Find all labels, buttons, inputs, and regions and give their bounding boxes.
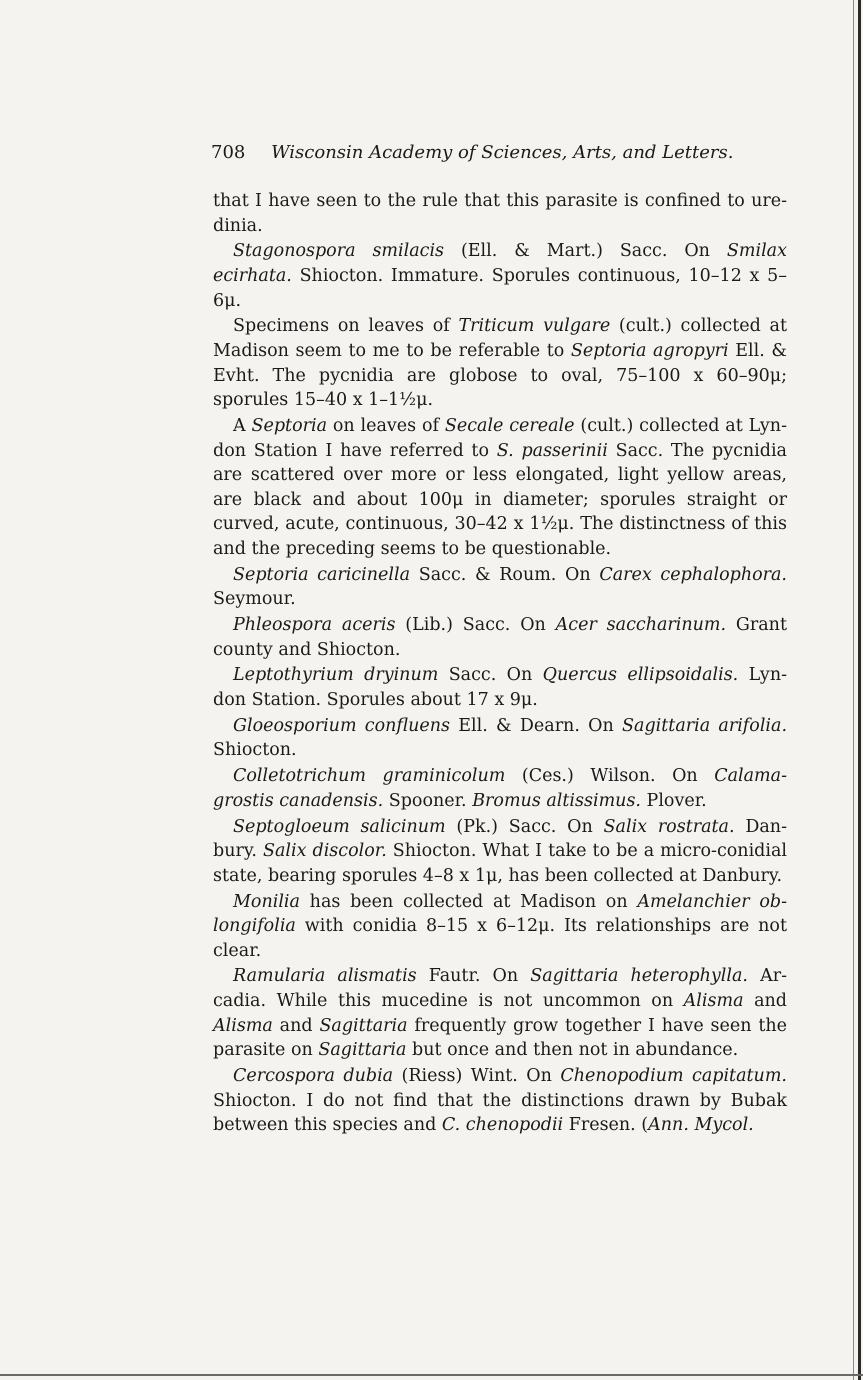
- text-run: Ar-cadia. While this mucedine is not uncommon on: [213, 966, 787, 1012]
- text-run: and: [743, 991, 787, 1012]
- italic-text: Gloeosporium confluens: [233, 715, 450, 736]
- text-run: Shiocton. What I take to be a micro-conidial state, bearing sporules 4–8 x 1μ, has been collected at Danbury.: [213, 841, 788, 886]
- paragraph: [213, 815, 787, 889]
- paragraph: [213, 563, 787, 612]
- italic-text: Chenopodium capitatum.: [560, 1066, 787, 1087]
- paragraph: [213, 314, 787, 412]
- text-run: Fresen. (: [563, 1115, 649, 1136]
- text-run: but once and then not in abundance.: [406, 1040, 739, 1061]
- italic-text: Leptothyrium dryinum: [233, 665, 439, 686]
- italic-text: Septoria caricinella: [233, 564, 411, 585]
- running-header: [211, 140, 751, 166]
- running-title: Wisconsin Academy of Sciences, Arts, and Letters.: [271, 142, 734, 163]
- page-edge: [858, 0, 861, 1380]
- italic-text: S. passerinii: [496, 440, 608, 461]
- page-edge-shadow: [853, 0, 854, 1380]
- text-run: (Pk.) Sacc. On: [445, 816, 604, 837]
- text-run: (cult.) collected at Madison seem to me to be referable to: [213, 316, 788, 361]
- italic-text: Monilia: [233, 891, 300, 912]
- text-run: Dan-bury.: [213, 816, 787, 862]
- italic-text: Septogloeum salicinum: [233, 816, 446, 837]
- italic-text: Alisma: [683, 991, 744, 1012]
- italic-text: Bromus altissimus.: [472, 790, 641, 811]
- paragraph: [213, 764, 787, 813]
- text-run: Shiocton. Immature. Sporules continuous, 10–12 x 5–6μ.: [213, 265, 787, 311]
- text-run: with conidia 8–15 x 6–12μ. Its relationships are not clear.: [213, 916, 787, 961]
- italic-text: C. chenopodii: [441, 1115, 564, 1136]
- italic-text: Acer saccharinum.: [555, 615, 727, 636]
- italic-text: Smilax ecirhata.: [213, 241, 787, 286]
- text-run: Seymour.: [213, 589, 296, 610]
- paragraph: [213, 890, 787, 964]
- text-run: Sacc. The pycnidia are scattered over more or less elongated, light yellow areas, are black and about 100μ in diameter; sporules straight or curved, acute, continuous, 30–42 x 1½μ. The distinctness of this and the preceding seems to be questionable.: [213, 440, 787, 559]
- italic-text: Stagonospora smilacis: [233, 241, 445, 262]
- italic-text: Carex cephalophora.: [599, 564, 787, 585]
- page-bottom-edge: [0, 1374, 863, 1376]
- text-run: has been collected at Madison on: [299, 891, 638, 912]
- paragraph: [213, 613, 787, 662]
- text-run: Grant county and Shiocton.: [213, 615, 787, 660]
- paragraph: [213, 189, 787, 238]
- italic-text: Salix rostrata.: [603, 816, 735, 837]
- body-text: [213, 189, 787, 1139]
- text-run: and: [272, 1015, 320, 1036]
- italic-text: Quercus ellipsoidalis.: [542, 665, 739, 686]
- text-run: Ell. & Evht. The pycnidia are globose to oval, 75–100 x 60–90μ; sporules 15–40 x 1–1½μ.: [213, 340, 788, 411]
- italic-text: Ann. Mycol.: [648, 1115, 754, 1136]
- italic-text: Septoria: [251, 415, 328, 436]
- text-run: frequently grow together I have seen the parasite on: [213, 1015, 787, 1061]
- text-run: Plover.: [640, 790, 707, 811]
- italic-text: Ramularia alismatis: [233, 966, 417, 987]
- italic-text: Calama-grostis canadensis.: [213, 766, 787, 811]
- text-run: Specimens on leaves of: [233, 316, 459, 337]
- text-run: Sacc. & Roum. On: [410, 564, 600, 585]
- paragraph: [213, 414, 787, 562]
- italic-text: Secale cereale: [444, 415, 575, 436]
- italic-text: Sagittaria arifolia.: [622, 715, 788, 736]
- italic-text: Salix discolor.: [263, 841, 387, 862]
- text-run: Lyn-don Station. Sporules about 17 x 9μ.: [213, 665, 788, 710]
- paragraph: [213, 714, 787, 763]
- text-run: on leaves of: [327, 415, 445, 436]
- italic-text: Colletotrichum graminicolum: [233, 766, 506, 787]
- text-run: that I have seen to the rule that this parasite is confined to ure-dinia.: [213, 191, 787, 236]
- paragraph: [213, 663, 787, 712]
- italic-text: Alisma: [213, 1015, 273, 1036]
- page-number: 708: [211, 142, 246, 163]
- italic-text: Septoria agropyri: [570, 340, 729, 361]
- paragraph: [213, 239, 787, 313]
- text-run: Spooner.: [383, 790, 473, 811]
- paragraph: [213, 1064, 787, 1138]
- text-run: A: [233, 415, 252, 436]
- paragraph: [213, 964, 787, 1062]
- text-run: (Ell. & Mart.) Sacc. On: [444, 241, 727, 262]
- text-run: (Lib.) Sacc. On: [395, 615, 556, 636]
- italic-text: Sagittaria: [318, 1040, 407, 1061]
- text-run: (Riess) Wint. On: [393, 1066, 561, 1087]
- italic-text: Amelanchier ob-longifolia: [213, 891, 787, 937]
- italic-text: Cercospora dubia: [233, 1066, 394, 1087]
- text-run: (cult.) collected at Lyn-don Station I have referred to: [213, 415, 787, 461]
- text-run: Ell. & Dearn. On: [449, 715, 623, 736]
- text-run: Sacc. On: [438, 665, 543, 686]
- text-run: Fautr. On: [416, 966, 531, 987]
- text-run: (Ces.) Wilson. On: [505, 766, 715, 787]
- italic-text: Sagittaria: [319, 1015, 408, 1036]
- text-run: Shiocton. I do not find that the distinctions drawn by Bubak between this species and: [213, 1090, 787, 1136]
- text-run: Shiocton.: [213, 740, 297, 761]
- italic-text: Phleospora aceris: [233, 615, 396, 636]
- italic-text: Triticum vulgare: [458, 316, 611, 337]
- italic-text: Sagittaria heterophylla.: [530, 966, 748, 987]
